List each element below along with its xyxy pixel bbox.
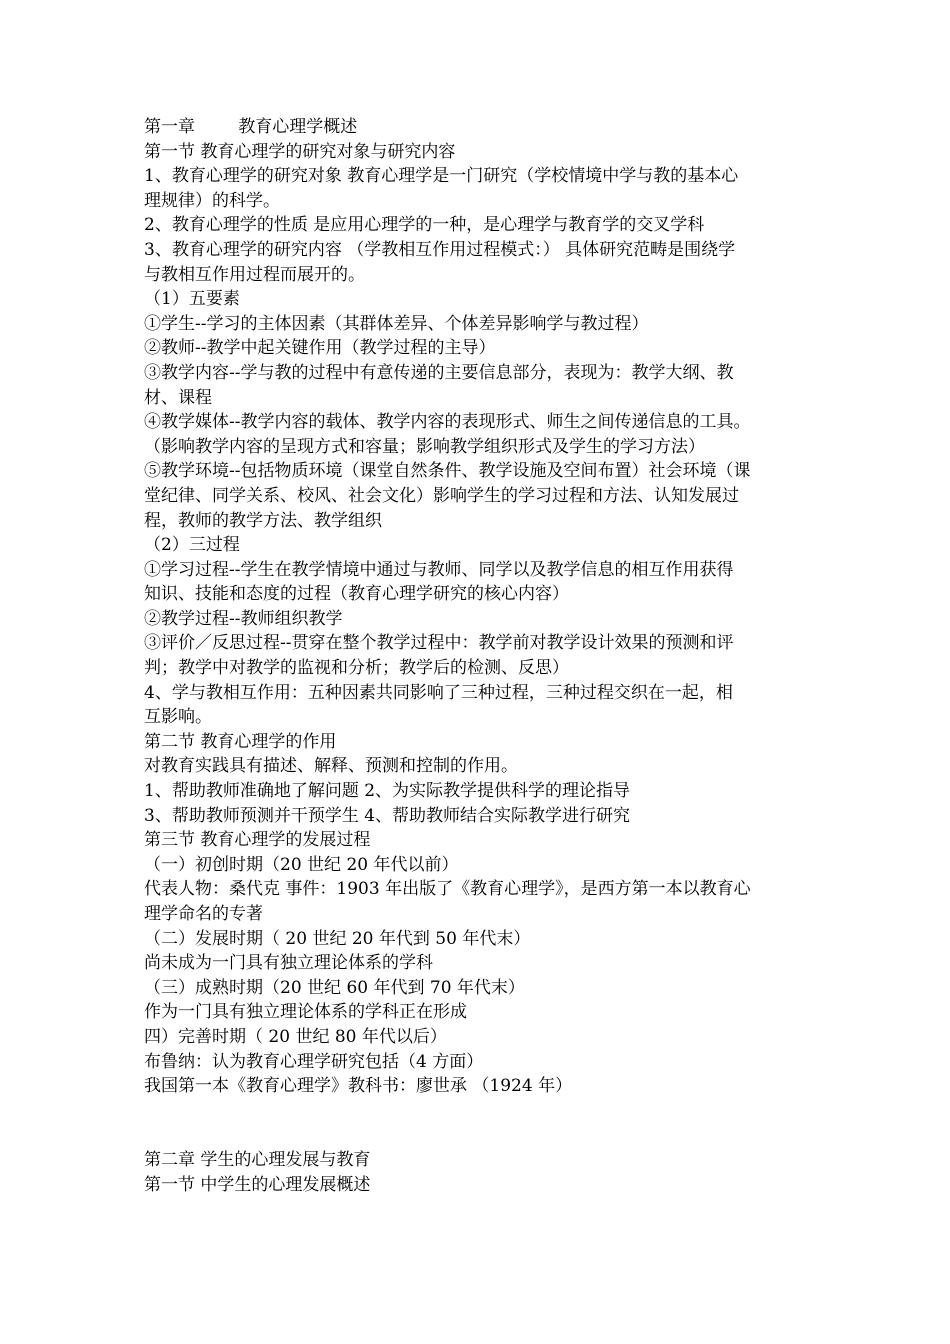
text-line: 我国第一本《教育心理学》教科书：廖世承 （1924 年） xyxy=(144,1076,573,1097)
text-line: （一）初创时期（20 世纪 20 年代以前） xyxy=(144,854,459,875)
text-line: 四）完善时期（ 20 世纪 80 年代以后） xyxy=(144,1026,447,1047)
text-line: 对教育实践具有描述、解释、预测和控制的作用。 xyxy=(144,756,518,777)
section-title: 第一节 教育心理学的研究对象与研究内容 xyxy=(144,141,456,162)
text-line: ①学生--学习的主体因素（其群体差异、个体差异影响学与教过程） xyxy=(144,313,649,334)
text-line: （2）三过程 xyxy=(144,535,240,556)
text-line: ③评价／反思过程--贯穿在整个教学过程中：教学前对教学设计效果的预测和评 xyxy=(144,633,734,654)
document-page xyxy=(144,115,814,1197)
text-line: 1、帮助教师准确地了解问题 2、为实际教学提供科学的理论指导 xyxy=(144,781,631,802)
chapter-title: 第一章 教育心理学概述 xyxy=(144,117,358,137)
section-title: 第一节 中学生的心理发展概述 xyxy=(144,1174,371,1195)
text-line: 程，教师的教学方法、教学组织 xyxy=(144,510,382,531)
section-1 xyxy=(144,140,814,730)
text-line: 3、帮助教师预测并干预学生 4、帮助教师结合实际教学进行研究 xyxy=(144,805,631,826)
text-line: 判；教学中对教学的监视和分析；教学后的检测、反思） xyxy=(144,658,569,679)
text-line: 尚未成为一门具有独立理论体系的学科 xyxy=(144,953,433,974)
text-line: ③教学内容--学与教的过程中有意传递的主要信息部分，表现为：教学大纲、教 xyxy=(144,362,734,383)
text-line: 1、教育心理学的研究对象 教育心理学是一门研究（学校情境中学与教的基本心 xyxy=(144,166,739,187)
text-line: ②教师--教学中起关键作用（教学过程的主导） xyxy=(144,338,496,359)
text-line: 理学命名的专著 xyxy=(144,904,263,924)
text-line: （1）五要素 xyxy=(144,289,240,310)
text-line: ⑤教学环境--包括物质环境（课堂自然条件、教学设施及空间布置）社会环境（课 xyxy=(144,461,751,482)
text-line: ④教学媒体--教学内容的载体、教学内容的表现形式、师生之间传递信息的工具。 xyxy=(144,412,751,433)
text-line: 代表人物：桑代克 事件：1903 年出版了《教育心理学》，是西方第一本以教育心 xyxy=(144,879,751,900)
text-line: 理规律）的科学。 xyxy=(144,190,280,211)
text-line: ②教学过程--教师组织教学 xyxy=(144,608,343,629)
text-line: 2、教育心理学的性质 是应用心理学的一种，是心理学与教育学的交叉学科 xyxy=(144,215,705,236)
section-3 xyxy=(144,828,814,1099)
section-title: 第三节 教育心理学的发展过程 xyxy=(144,830,371,851)
text-line: （二）发展时期（ 20 世纪 20 年代到 50 年代末） xyxy=(144,928,531,949)
text-line: 材、课程 xyxy=(144,387,212,408)
blank-space xyxy=(144,1099,814,1148)
text-line: 知识、技能和态度的过程（教育心理学研究的核心内容） xyxy=(144,584,569,605)
section-2 xyxy=(144,730,814,828)
text-line: 堂纪律、同学关系、校风、社会文化）影响学生的学习过程和方法、认知发展过 xyxy=(144,485,739,506)
chapter-1 xyxy=(144,115,814,1099)
text-line: 布鲁纳：认为教育心理学研究包括（4 方面） xyxy=(144,1051,484,1072)
text-line: （三）成熟时期（20 世纪 60 年代到 70 年代末） xyxy=(144,977,525,998)
text-line: 4、学与教相互作用：五种因素共同影响了三种过程，三种过程交织在一起，相 xyxy=(144,682,733,703)
chapter-title: 第二章 学生的心理发展与教育 xyxy=(144,1149,371,1170)
text-line: 互影响。 xyxy=(144,707,212,728)
text-line: （影响教学内容的呈现方式和容量；影响教学组织形式及学生的学习方法） xyxy=(144,436,705,457)
text-line: ①学习过程--学生在教学情境中通过与教师、同学以及教学信息的相互作用获得 xyxy=(144,559,734,580)
text-line: 与教相互作用过程而展开的。 xyxy=(144,264,365,285)
text-line: 3、教育心理学的研究内容 （学教相互作用过程模式：） 具体研究范畴是围绕学 xyxy=(144,239,736,260)
text-line: 作为一门具有独立理论体系的学科正在形成 xyxy=(144,1002,467,1023)
chapter-2 xyxy=(144,1148,814,1197)
section-title: 第二节 教育心理学的作用 xyxy=(144,731,337,752)
